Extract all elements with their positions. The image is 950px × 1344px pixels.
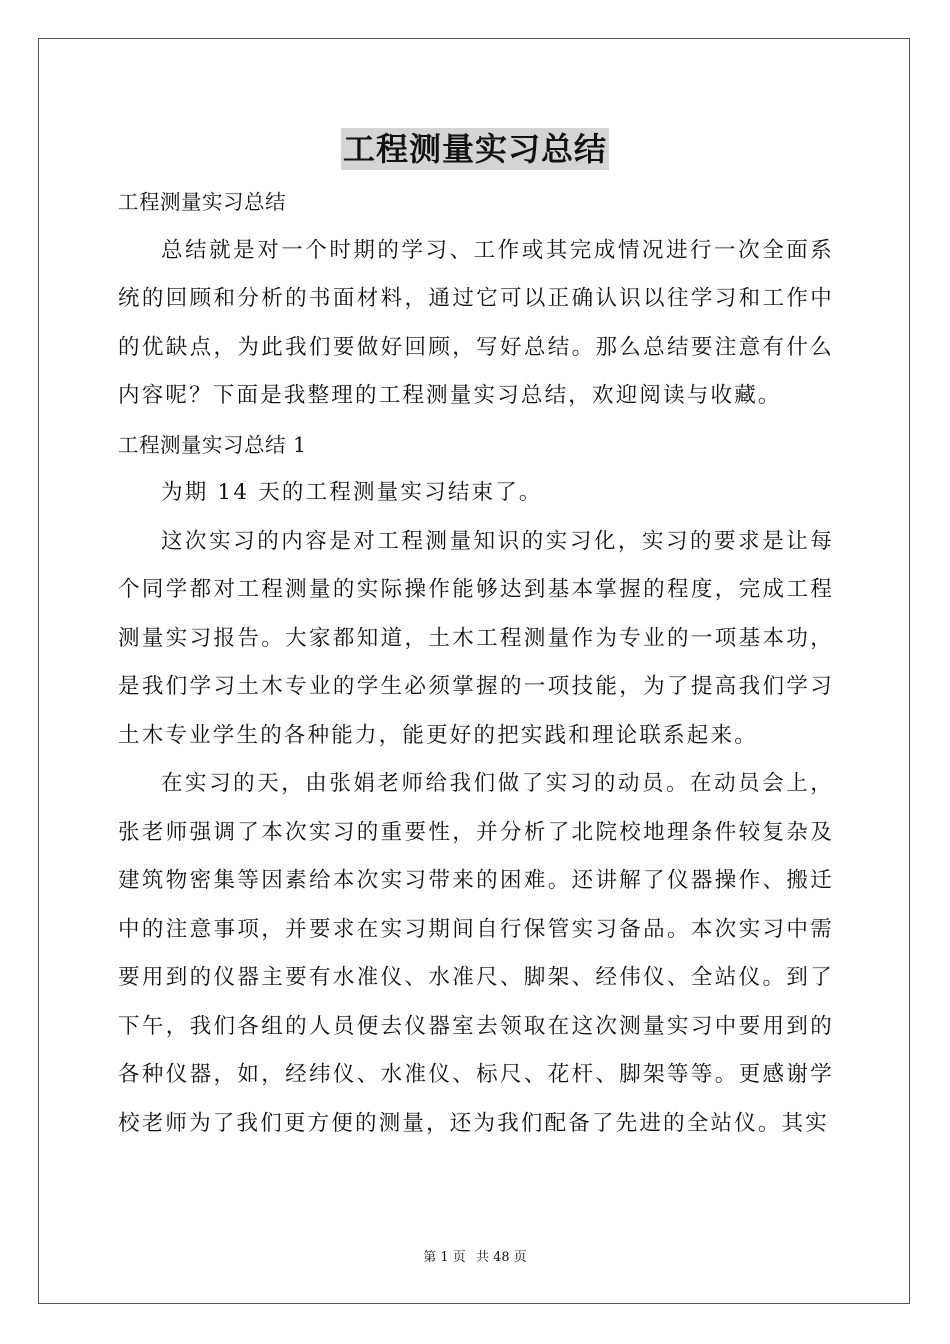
document-body (118, 178, 834, 1148)
paragraph-2: 这次实习的内容是对工程测量知识的实习化，实习的要求是让每个同学都对工程测量的实际操作能够达到基本掌握的程度，完成工程测量实习报告。大家都知道，土木工程测量作为专业的一项基本功，是我们学习土木专业的学生必须掌握的一项技能，为了提高我们学习土木专业学生的各种能力，能更好的把实践和理论联系起来。 (118, 528, 834, 748)
title-container (0, 128, 950, 170)
document-title: 工程测量实习总结 (342, 130, 607, 168)
page-number: 第 1 页 (423, 1250, 466, 1265)
page-footer (0, 1246, 950, 1265)
paragraph-1: 为期 14 天的工程测量实习结束了。 (161, 480, 543, 505)
section-heading-1: 工程测量实习总结 1 (118, 432, 307, 457)
paragraph-3: 在实习的天，由张娟老师给我们做了实习的动员。在动员会上，张老师强调了本次实习的重要性，并分析了北院校地理条件较复杂及建筑物密集等因素给本次实习带来的困难。还讲解了仪器操作、搬迁中的注意事项，并要求在实习期间自行保管实习备品。本次实习中需要用到的仪器主要有水准仪、水准尺、脚架、经伟仪、全站仪。到了下午，我们各组的人员便去仪器室去领取在这次测量实习中要用到的各种仪器，如，经纬仪、水准仪、标尺、花杆、脚架等等。更感谢学校老师为了我们更方便的测量，还为我们配备了先进的全站仪。其实 (118, 771, 834, 1136)
section-heading-main: 工程测量实习总结 (118, 190, 286, 214)
page-total: 共 48 页 (475, 1250, 527, 1265)
intro-paragraph: 总结就是对一个时期的学习、工作或其完成情况进行一次全面系统的回顾和分析的书面材料，通过它可以正确认识以往学习和工作中的优缺点，为此我们要做好回顾，写好总结。那么总结要注意有什么内容呢？下面是我整理的工程测量实习总结，欢迎阅读与收藏。 (118, 237, 834, 408)
